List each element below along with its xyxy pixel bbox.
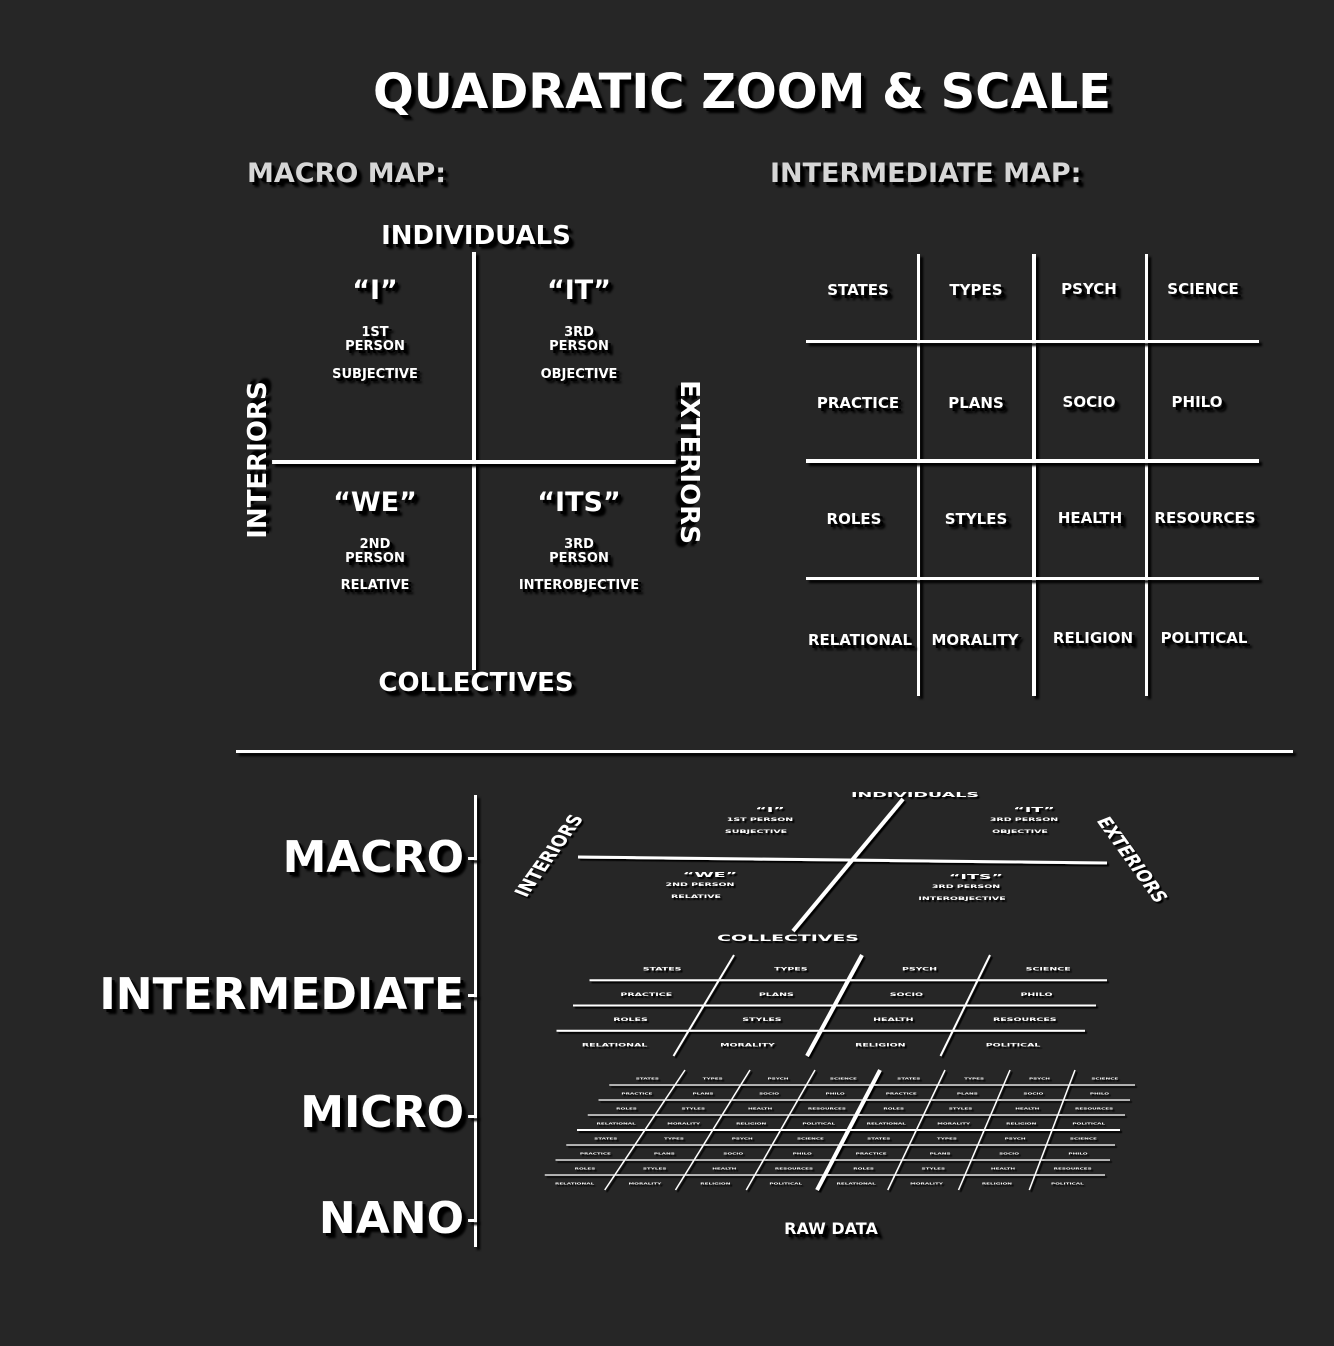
perspective-micro-cell: TYPES	[702, 1077, 723, 1081]
perspective-intermediate-cell: RELIGION	[855, 1042, 906, 1048]
perspective-micro-cell: HEALTH	[748, 1107, 773, 1111]
perspective-macro-label-exteriors: EXTERIORS	[1091, 813, 1172, 906]
perspective-intermediate-cell: SCIENCE	[1025, 966, 1071, 972]
quadrant-i-mode: SUBJECTIVE	[332, 367, 418, 382]
quadrant-its-person-number: 3RD	[564, 537, 594, 552]
perspective-micro-cell: SOCIO	[1023, 1092, 1044, 1096]
perspective-micro-cell: STATES	[635, 1077, 659, 1081]
perspective-micro-cell: MORALITY	[937, 1122, 971, 1126]
grid-cell: STYLES	[944, 510, 1008, 528]
grid-cell: ROLES	[826, 510, 882, 528]
perspective-micro-cell: RELIGION	[700, 1182, 731, 1186]
perspective-micro-cell: POLITICAL	[802, 1122, 836, 1126]
perspective-intermediate-cell: RESOURCES	[992, 1016, 1057, 1023]
perspective-intermediate-cell: TYPES	[774, 966, 808, 972]
perspective-micro-cell: POLITICAL	[1072, 1122, 1106, 1126]
perspective-micro-cell: SCIENCE	[796, 1137, 824, 1141]
perspective-macro-mode: INTEROBJECTIVE	[918, 895, 1006, 902]
perspective-micro-cell: RELATIONAL	[836, 1182, 876, 1186]
macro-label-individuals: INDIVIDUALS	[381, 221, 571, 251]
perspective-micro-cell: ROLES	[574, 1167, 596, 1171]
macro-map-heading: MACRO MAP:	[247, 158, 447, 189]
quadrant-i-person-number: 1ST	[361, 325, 389, 340]
perspective-macro-person: 1ST PERSON	[726, 816, 794, 823]
macro-label-exteriors: EXTERIORS	[674, 380, 704, 544]
perspective-micro-cell: HEALTH	[1015, 1107, 1040, 1111]
scale-label-intermediate: INTERMEDIATE	[99, 969, 464, 1020]
perspective-macro-vertical-axis	[793, 799, 903, 931]
perspective-micro-cell: MORALITY	[910, 1182, 943, 1186]
perspective-intermediate-cell: SOCIO	[889, 991, 924, 998]
perspective-micro-cell: PLANS	[653, 1152, 675, 1156]
perspective-micro-cell: RESOURCES	[807, 1107, 846, 1111]
quadrant-it-person-number: 3RD	[564, 325, 594, 340]
grid-cell: SCIENCE	[1167, 280, 1239, 298]
perspective-intermediate-cell: STYLES	[742, 1016, 782, 1023]
perspective-micro-cell: ROLES	[853, 1167, 874, 1171]
perspective-macro-pronoun: “ITS”	[948, 873, 1004, 882]
perspective-micro-cell: ROLES	[883, 1107, 905, 1111]
perspective-micro-cell: POLITICAL	[769, 1182, 803, 1186]
perspective-micro-cell: PHILO	[1068, 1152, 1088, 1156]
grid-cell: RELIGION	[1052, 629, 1134, 647]
quadrant-we-person-number: 2ND	[359, 537, 391, 552]
quadrant-we-person-word: PERSON	[345, 551, 405, 566]
intermediate-map-heading: INTERMEDIATE MAP:	[770, 158, 1082, 189]
perspective-macro-person: 2ND PERSON	[665, 881, 735, 888]
perspective-intermediate-cell: RELATIONAL	[581, 1042, 648, 1048]
perspective-intermediate-layer	[557, 955, 1108, 1056]
perspective-micro-cell: PRACTICE	[579, 1152, 611, 1156]
perspective-micro-cell: STYLES	[948, 1107, 973, 1111]
macro-label-collectives: COLLECTIVES	[378, 668, 574, 698]
grid-cell: MORALITY	[931, 631, 1019, 649]
perspective-micro-cell: PRACTICE	[855, 1152, 887, 1156]
perspective-micro-cell: STYLES	[921, 1167, 946, 1171]
perspective-micro-cell: MORALITY	[667, 1122, 701, 1126]
perspective-intermediate-cell: MORALITY	[720, 1042, 775, 1048]
perspective-micro-cell: STYLES	[642, 1167, 667, 1171]
perspective-macro-label-individuals: INDIVIDUALS	[850, 791, 980, 800]
perspective-macro-mode: SUBJECTIVE	[724, 828, 788, 835]
perspective-micro-cell: HEALTH	[712, 1167, 737, 1171]
perspective-micro-cell: RESOURCES	[774, 1167, 814, 1171]
quadrant-it-mode: OBJECTIVE	[540, 367, 618, 382]
perspective-micro-cell: RELIGION	[1006, 1122, 1037, 1126]
perspective-micro-cell: RELATIONAL	[554, 1182, 595, 1186]
perspective-micro-cell: STATES	[867, 1137, 891, 1141]
perspective-micro-cell: POLITICAL	[1050, 1182, 1084, 1186]
perspective-micro-layer	[545, 1070, 1135, 1190]
perspective-micro-cell: RELATIONAL	[866, 1122, 906, 1126]
scale-label-micro: MICRO	[300, 1087, 464, 1138]
scale-label-macro: MACRO	[282, 832, 464, 883]
quadrant-we-pronoun: “WE”	[333, 487, 417, 518]
perspective-micro-cell: ROLES	[616, 1107, 637, 1111]
quadrant-it-pronoun: “IT”	[547, 275, 611, 306]
grid-cell: PLANS	[948, 394, 1004, 412]
grid-cell: RELATIONAL	[807, 631, 913, 649]
grid-cell: PHILO	[1171, 393, 1223, 411]
perspective-intermediate-cell: STATES	[642, 966, 682, 972]
perspective-micro-cell: PLANS	[692, 1092, 714, 1096]
perspective-micro-cell: SOCIO	[723, 1152, 744, 1156]
perspective-macro-pronoun: “I”	[755, 806, 785, 815]
quadrant-it-person-word: PERSON	[549, 339, 609, 354]
perspective-micro-cell: SCIENCE	[1091, 1077, 1119, 1081]
perspective-macro-label-collectives: COLLECTIVES	[717, 933, 859, 944]
grid-cell: STATES	[827, 281, 889, 299]
perspective-macro-person: 3RD PERSON	[989, 816, 1059, 823]
quadrant-i-person-word: PERSON	[345, 339, 405, 354]
scale-label-nano: NANO	[318, 1193, 464, 1244]
perspective-macro-mode: OBJECTIVE	[992, 828, 1048, 835]
grid-cell: PRACTICE	[816, 394, 900, 412]
perspective-micro-cell: PRACTICE	[885, 1092, 917, 1096]
quadrant-its-mode: INTEROBJECTIVE	[518, 578, 640, 593]
perspective-macro-pronoun: “WE”	[682, 871, 738, 880]
perspective-intermediate-cell: POLITICAL	[985, 1042, 1041, 1048]
quadrant-i-pronoun: “I”	[352, 275, 398, 306]
perspective-micro-cell: PLANS	[929, 1152, 951, 1156]
perspective-micro-cell: SCIENCE	[1069, 1137, 1097, 1141]
perspective-micro-cell: STATES	[897, 1077, 921, 1081]
perspective-macro-label-interiors: INTERIORS	[510, 811, 589, 901]
grid-cell: HEALTH	[1057, 509, 1123, 527]
page-title: QUADRATIC ZOOM & SCALE	[373, 64, 1111, 120]
grid-cell: SOCIO	[1062, 393, 1116, 411]
perspective-intermediate-cell: HEALTH	[873, 1016, 914, 1023]
grid-cell: TYPES	[949, 281, 1003, 299]
perspective-intermediate-cell: PLANS	[758, 991, 794, 998]
perspective-micro-cell: RELIGION	[736, 1122, 767, 1126]
perspective-micro-cell: RELIGION	[981, 1182, 1013, 1186]
perspective-intermediate-cell: PSYCH	[901, 966, 937, 972]
perspective-intermediate-cell: PHILO	[1020, 991, 1053, 998]
perspective-micro-cell: PLANS	[956, 1092, 978, 1096]
perspective-micro-cell: TYPES	[663, 1137, 684, 1141]
perspective-micro-cell: TYPES	[936, 1137, 957, 1141]
perspective-micro-cell: SOCIO	[759, 1092, 780, 1096]
perspective-macro-pronoun: “IT”	[1013, 806, 1055, 815]
quadrant-its-pronoun: “ITS”	[537, 487, 621, 518]
perspective-micro-cell: RESOURCES	[1053, 1167, 1092, 1171]
perspective-micro-cell: PSYCH	[1028, 1077, 1050, 1081]
perspective-macro-layer	[510, 791, 1172, 943]
perspective-intermediate-cell: ROLES	[613, 1016, 648, 1023]
perspective-micro-cell: STYLES	[681, 1107, 706, 1111]
perspective-micro-cell: PSYCH	[767, 1077, 789, 1081]
macro-label-interiors: INTERIORS	[243, 381, 273, 539]
perspective-micro-cell: PRACTICE	[621, 1092, 653, 1096]
grid-cell: PSYCH	[1061, 280, 1117, 298]
perspective-micro-cell: STATES	[594, 1137, 618, 1141]
perspective-intermediate-cell: PRACTICE	[620, 991, 673, 998]
perspective-micro-cell: MORALITY	[628, 1182, 662, 1186]
perspective-micro-cell: TYPES	[964, 1077, 985, 1081]
quadrant-its-person-word: PERSON	[549, 551, 609, 566]
perspective-micro-cell: PHILO	[1089, 1092, 1110, 1096]
perspective-macro-horizontal-axis	[578, 857, 1107, 863]
perspective-macro-mode: RELATIVE	[671, 893, 721, 900]
perspective-micro-cell: PSYCH	[731, 1137, 753, 1141]
raw-data-label: RAW DATA	[784, 1219, 878, 1238]
perspective-micro-cell: PHILO	[825, 1092, 845, 1096]
perspective-micro-cell: RESOURCES	[1075, 1107, 1114, 1111]
quadrant-we-mode: RELATIVE	[340, 578, 410, 593]
perspective-micro-cell: PHILO	[792, 1152, 812, 1156]
perspective-macro-person: 3RD PERSON	[931, 883, 1001, 890]
perspective-micro-cell: SOCIO	[999, 1152, 1020, 1156]
grid-cell: POLITICAL	[1160, 629, 1248, 647]
perspective-micro-cell: RELATIONAL	[596, 1122, 636, 1126]
perspective-micro-cell: SCIENCE	[829, 1077, 857, 1081]
perspective-micro-cell: HEALTH	[990, 1167, 1016, 1171]
perspective-micro-cell: PSYCH	[1004, 1137, 1026, 1141]
grid-cell: RESOURCES	[1154, 509, 1256, 527]
